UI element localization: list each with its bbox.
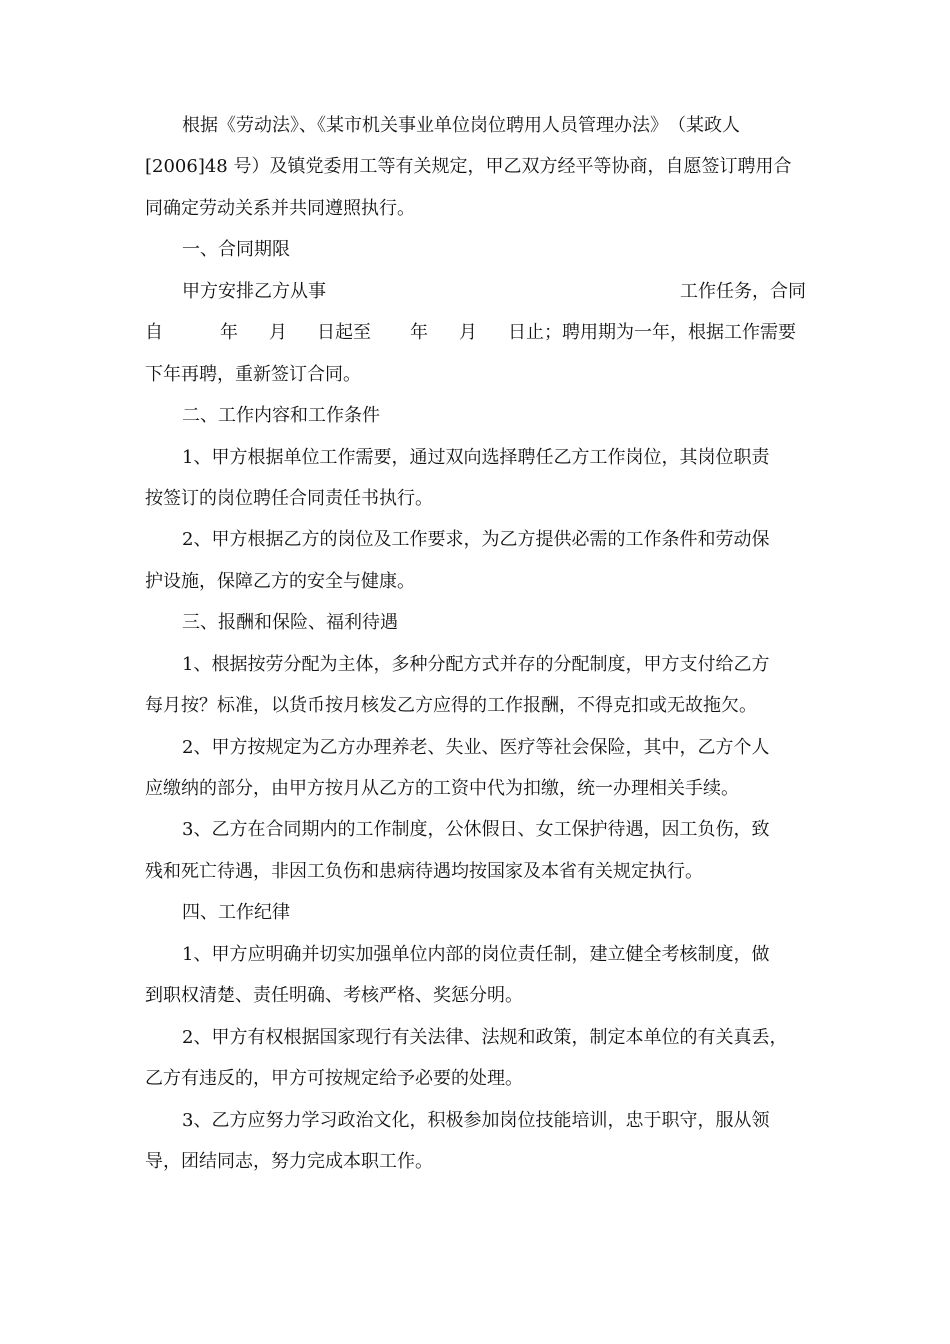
assignment-text-end: 工作任务，合同 <box>680 281 806 302</box>
assignment-text: 甲方安排乙方从事 <box>182 281 326 302</box>
section-heading: 一、合同期限 <box>182 239 290 260</box>
clause-line: 1、根据按劳分配为主体，多种分配方式并存的分配制度，甲方支付给乙方 <box>182 654 770 675</box>
start-day-label: 日起至 <box>317 322 371 343</box>
clause-line: 3、乙方在合同期内的工作制度，公休假日、女工保护待遇，因工负伤，致 <box>182 819 770 840</box>
intro-line: [2006]48 号）及镇党委用工等有关规定，甲乙双方经平等协商，自愿签订聘用合 <box>145 156 792 177</box>
end-month-label: 月 <box>459 322 477 343</box>
clause-line: 每月按？标准，以货币按月核发乙方应得的工作报酬，不得克扣或无故拖欠。 <box>145 695 757 716</box>
term-line <box>182 277 810 307</box>
clause-line: 导，团结同志，努力完成本职工作。 <box>145 1151 433 1172</box>
section-heading: 三、报酬和保险、福利待遇 <box>182 612 398 633</box>
clause-line: 残和死亡待遇，非因工负伤和患病待遇均按国家及本省有关规定执行。 <box>145 861 703 882</box>
from-label: 自 <box>145 322 163 343</box>
start-year-label: 年 <box>220 322 238 343</box>
clause-line: 1、甲方根据单位工作需要，通过双向选择聘任乙方工作岗位，其岗位职责 <box>182 447 770 468</box>
clause-line: 乙方有违反的，甲方可按规定给予必要的处理。 <box>145 1068 523 1089</box>
clause-line: 2、甲方按规定为乙方办理养老、失业、医疗等社会保险，其中，乙方个人 <box>182 737 770 758</box>
intro-line: 根据《劳动法》、《某市机关事业单位岗位聘用人员管理办法》 （某政人 <box>182 115 740 136</box>
end-day-text: 日止；聘用期为一年，根据工作需要 <box>508 322 796 343</box>
clause-line: 2、甲方根据乙方的岗位及工作要求，为乙方提供必需的工作条件和劳动保 <box>182 529 770 550</box>
intro-line: 同确定劳动关系并共同遵照执行。 <box>145 198 415 219</box>
section-heading: 四、工作纪律 <box>182 902 290 923</box>
clause-line: 2、甲方有权根据国家现行有关法律、法规和政策，制定本单位的有关真丢， <box>182 1027 788 1048</box>
clause-line: 1、甲方应明确并切实加强单位内部的岗位责任制，建立健全考核制度，做 <box>182 944 770 965</box>
section-heading: 二、工作内容和工作条件 <box>182 405 380 426</box>
start-month-label: 月 <box>269 322 287 343</box>
clause-line: 应缴纳的部分，由甲方按月从乙方的工资中代为扣缴，统一办理相关手续。 <box>145 778 739 799</box>
clause-line: 3、乙方应努力学习政治文化，积极参加岗位技能培训，忠于职守，服从领 <box>182 1110 770 1131</box>
end-year-label: 年 <box>410 322 428 343</box>
clause-line: 到职权清楚、责任明确、考核严格、奖惩分明。 <box>145 985 523 1006</box>
clause-line: 按签订的岗位聘任合同责任书执行。 <box>145 488 433 509</box>
term-dates-line <box>145 318 810 348</box>
term-line: 下年再聘，重新签订合同。 <box>145 364 361 385</box>
clause-line: 护设施，保障乙方的安全与健康。 <box>145 571 415 592</box>
